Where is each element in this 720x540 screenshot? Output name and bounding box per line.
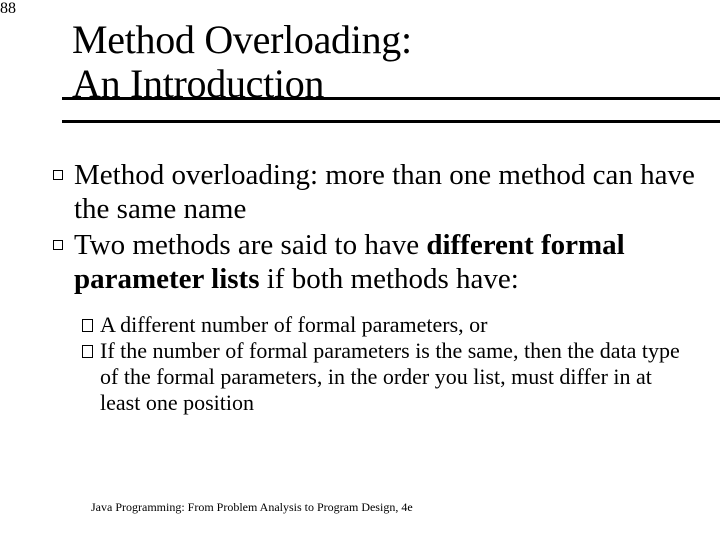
title-line-2: An Introduction <box>72 61 325 106</box>
bullet-text-prefix: Two methods are said to have <box>74 229 427 261</box>
footer-citation: Java Programming: From Problem Analysis to Program Design, 4e <box>91 500 413 514</box>
box-bullet-icon <box>82 345 93 358</box>
sub-bullet-item <box>82 338 692 416</box>
bullet-item <box>48 158 698 226</box>
slide-title <box>72 18 412 106</box>
title-line-1: Method Overloading: <box>72 17 412 62</box>
bullet-text-suffix: if both methods have: <box>259 263 519 295</box>
slide-number: 88 <box>0 0 16 17</box>
bullet-list <box>48 158 698 298</box>
sub-bullet-list <box>82 312 692 416</box>
bullet-text: Method overloading: more than one method can have the same name <box>74 159 695 225</box>
square-bullet-icon <box>53 240 63 250</box>
bullet-item <box>48 228 698 296</box>
square-bullet-icon <box>53 170 63 180</box>
bullet-text-bold: different formal parameter lists <box>74 229 625 295</box>
box-bullet-icon <box>82 319 93 332</box>
slide-number-box <box>0 0 720 18</box>
sub-bullet-text: A different number of formal parameters, or <box>100 312 488 337</box>
sub-bullet-item <box>82 312 692 338</box>
sub-bullet-text: If the number of formal parameters is the same, then the data type of the formal parameters, in the order you list, must differ in at least one position <box>100 338 680 415</box>
